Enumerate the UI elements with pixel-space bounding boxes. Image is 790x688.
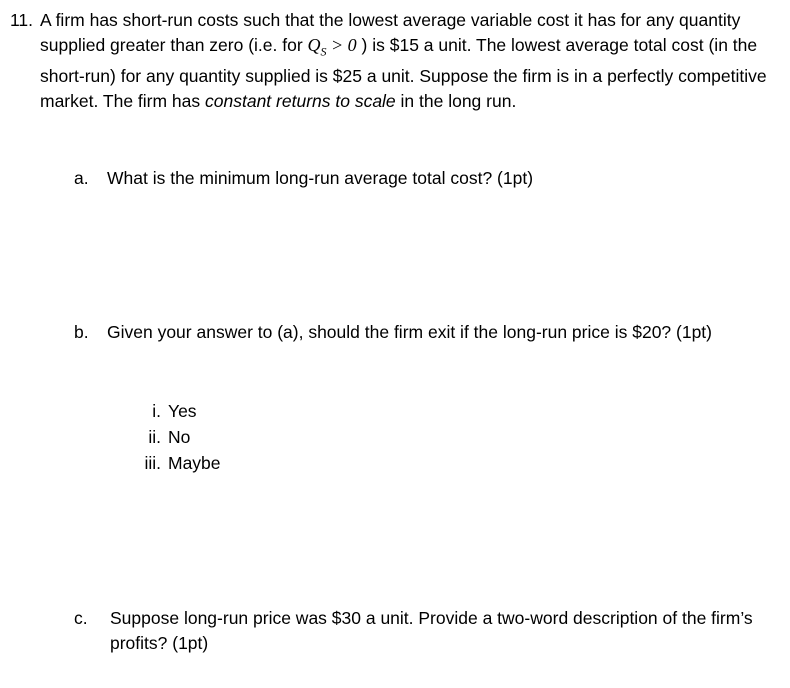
sub-question-c [74,606,774,656]
question-text [40,8,780,114]
option-no [128,424,221,450]
question-11 [10,8,780,114]
sub-question-text: Suppose long-run price was $30 a unit. Provide a two-word description of the firm’s profits? (1pt) [110,608,753,653]
sub-question-text: What is the minimum long-run average total cost? (1pt) [107,168,534,188]
sub-question-a [74,166,774,191]
option-maybe [128,450,221,476]
answer-options [128,398,221,476]
question-text-part2: ) is $15 a unit. The lowest average total cost (in the short-run) for any quantity supplied is $25 a unit. Suppose the firm is in a perfectly competitive market. The firm has [40,34,767,111]
option-label: No [168,427,191,447]
question-emphasis: constant returns to scale [205,90,396,111]
question-stem [10,8,780,114]
question-text-part3: in the long run. [395,90,517,111]
math-variable: Q [307,34,321,55]
option-numeral: ii. [148,427,161,447]
option-label: Maybe [168,453,221,473]
question-number: 11. [10,10,34,30]
sub-question-letter: b. [74,322,89,342]
option-numeral: i. [152,401,161,421]
option-yes [128,398,221,424]
option-numeral: iii. [144,453,161,473]
sub-question-text: Given your answer to (a), should the firm exit if the long-run price is $20? (1pt) [107,322,712,342]
sub-question-b [74,320,774,345]
math-subscript: S [320,44,327,59]
math-relation: > 0 [326,34,357,55]
option-label: Yes [168,401,197,421]
math-quantity-supplied [307,34,357,59]
sub-question-letter: c. [74,608,88,628]
sub-question-letter: a. [74,168,89,188]
question-text-part1: A firm has short-run costs such that the lowest average variable cost it has for any quantity supplied greater than zero (i.e. for [40,10,741,55]
